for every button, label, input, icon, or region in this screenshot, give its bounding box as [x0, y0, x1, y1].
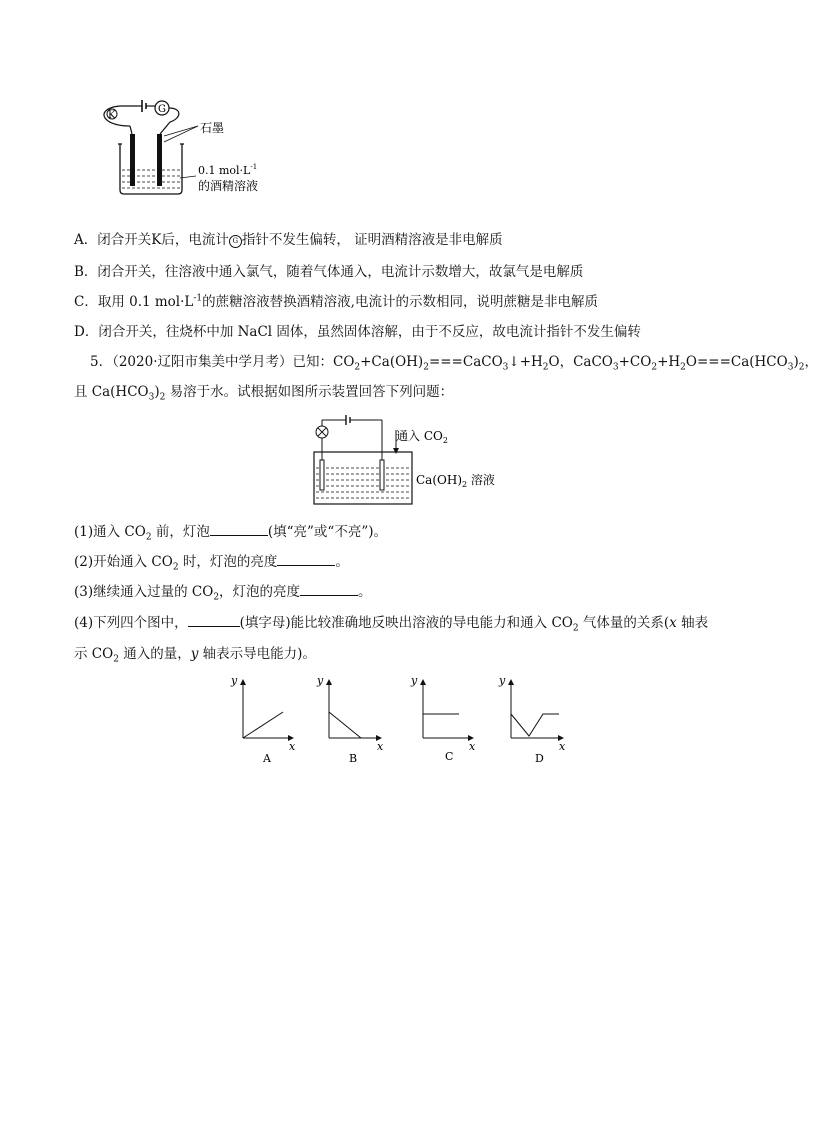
sq-text: (1)通入 CO: [74, 524, 146, 540]
sub: 2: [680, 362, 686, 373]
graph-c: [410, 674, 476, 763]
svg-text:Ca(OH)2 溶液: [416, 472, 495, 489]
sub-question-4: [74, 613, 708, 633]
q5-text: ): [793, 354, 799, 370]
graph-a-x-label: x: [289, 740, 296, 753]
figure-electrolysis-setup: [90, 98, 290, 208]
q5-text: ，: [804, 354, 818, 370]
sq-italic: x: [669, 615, 677, 631]
option-c-pre: C．取用 0.1 mol·L: [74, 294, 194, 310]
graph-c-y-label: y: [411, 674, 418, 687]
sub: 2: [798, 362, 805, 373]
sq-text: (3)继续通入过量的 CO: [74, 584, 214, 600]
sq-text: (4)下列四个图中，: [74, 615, 188, 631]
sq-italic: y: [190, 646, 199, 662]
sq-text: 气体量的关系(: [578, 615, 670, 631]
sub: 2: [213, 592, 220, 603]
graph-b: [316, 674, 384, 765]
sub: 3: [787, 362, 794, 373]
sq-text: 轴表示导电能力)。: [198, 646, 316, 662]
graph-d-y-label: y: [499, 674, 506, 687]
option-a: [74, 230, 503, 250]
sub: 2: [651, 362, 658, 373]
galvanometer-icon: G: [229, 235, 242, 248]
sub: 3: [148, 392, 155, 403]
sub: 2: [354, 362, 361, 373]
sq-text: 时，灯泡的亮度: [178, 554, 278, 570]
graph-c-x-label: x: [469, 740, 476, 753]
sub: 2: [423, 362, 429, 373]
sq-text: 通入的量，: [118, 646, 191, 662]
sq-text: 。: [358, 584, 372, 600]
electrode-label: 石墨: [200, 121, 225, 135]
answer-blank-3[interactable]: [300, 583, 358, 596]
q5-text: +CO: [618, 354, 652, 370]
sub: 3: [502, 362, 509, 373]
sq-text: ，灯泡的亮度: [219, 584, 301, 600]
sq-text: (2)开始通入 CO: [74, 554, 173, 570]
sub: 2: [113, 654, 119, 665]
sub-question-3: [74, 582, 372, 602]
q5-stem-line1: [90, 352, 818, 372]
graph-d: [498, 674, 566, 765]
q5-text: 且 Ca(HCO: [74, 384, 149, 400]
graph-d-line: [511, 714, 559, 736]
solution-concentration-sup: -1: [250, 163, 258, 171]
graph-a: [230, 674, 296, 765]
switch-label: K: [108, 110, 116, 121]
option-b: B．闭合开关，往溶液中通入氯气，随着气体通入，电流计示数增大，故氯气是电解质: [74, 264, 584, 280]
graph-a-line: [243, 712, 283, 738]
sub: 2: [572, 623, 579, 634]
sub-question-2: [74, 552, 349, 572]
svg-text:0.1 mol·L-1: [198, 163, 257, 177]
graph-a-caption: A: [263, 752, 271, 765]
solution-name: 的酒精溶液: [198, 179, 259, 193]
sq-text: 。: [335, 554, 349, 570]
sub: 2: [542, 362, 549, 373]
sq-text: 前，灯泡: [151, 524, 210, 540]
answer-blank-1[interactable]: [210, 523, 268, 536]
galvanometer-label: G: [158, 104, 166, 115]
graph-b-line: [329, 712, 361, 738]
answer-blank-2[interactable]: [277, 553, 335, 566]
sub: 3: [612, 362, 619, 373]
gas-label: 通入 CO: [396, 429, 443, 443]
graph-c-caption: C: [445, 750, 454, 763]
figure-co2-setup: [300, 412, 520, 512]
option-c-post: 的蔗糖溶液替换酒精溶液,电流计的示数相同，说明蔗糖是非电解质: [202, 294, 598, 310]
q5-text: 5．（2020·辽阳市集美中学月考）已知：CO: [90, 354, 355, 370]
solution-label-sub: 2: [462, 480, 468, 489]
option-a-text: A．闭合开关K后，电流计: [74, 232, 229, 248]
sq-text: 示 CO: [74, 646, 114, 662]
svg-text:通入 CO2: [396, 429, 448, 445]
gas-label-sub: 2: [442, 436, 448, 445]
answer-blank-4[interactable]: [188, 614, 240, 627]
option-c-sup: -1: [193, 293, 203, 304]
graph-b-caption: B: [349, 752, 358, 765]
q5-text: 易溶于水。试根据如图所示装置回答下列问题：: [165, 384, 454, 400]
graph-d-x-label: x: [559, 740, 566, 753]
option-d: D．闭合开关，往烧杯中加 NaCl 固体，虽然固体溶解，由于不反应，故电流计指针不发生偏转: [74, 324, 641, 340]
q5-text: ): [154, 384, 160, 400]
solution-label: Ca(OH): [416, 473, 463, 487]
sub: 2: [145, 532, 152, 543]
sub-question-1: [74, 522, 387, 542]
option-a-rest: 指针不发生偏转， 证明酒精溶液是非电解质: [241, 232, 503, 248]
q5-text: O===Ca(HCO: [685, 354, 788, 370]
option-c: [74, 292, 598, 312]
sub-question-4-line2: [74, 644, 316, 664]
sq-text: (填“亮”或“不亮”)。: [267, 524, 387, 540]
q5-text: ↓+H: [508, 354, 543, 370]
q5-text: +H: [657, 354, 681, 370]
q5-text: O，CaCO: [548, 354, 613, 370]
q5-text: +Ca(OH): [360, 354, 424, 370]
graph-a-y-label: y: [231, 674, 238, 687]
sq-text: 轴表: [676, 615, 709, 631]
graph-b-x-label: x: [377, 740, 384, 753]
q5-stem-line2: [74, 382, 453, 402]
graph-d-caption: D: [535, 752, 544, 765]
sub: 2: [172, 562, 179, 573]
graph-b-y-label: y: [317, 674, 324, 687]
solution-concentration: 0.1 mol·L: [198, 164, 251, 177]
q5-text: ===CaCO: [428, 354, 503, 370]
solution-label-rest: 溶液: [467, 473, 495, 487]
sub: 2: [159, 392, 166, 403]
sq-text: (填字母)能比较准确地反映出溶液的导电能力和通入 CO: [239, 615, 573, 631]
graphs-row: [225, 672, 575, 772]
